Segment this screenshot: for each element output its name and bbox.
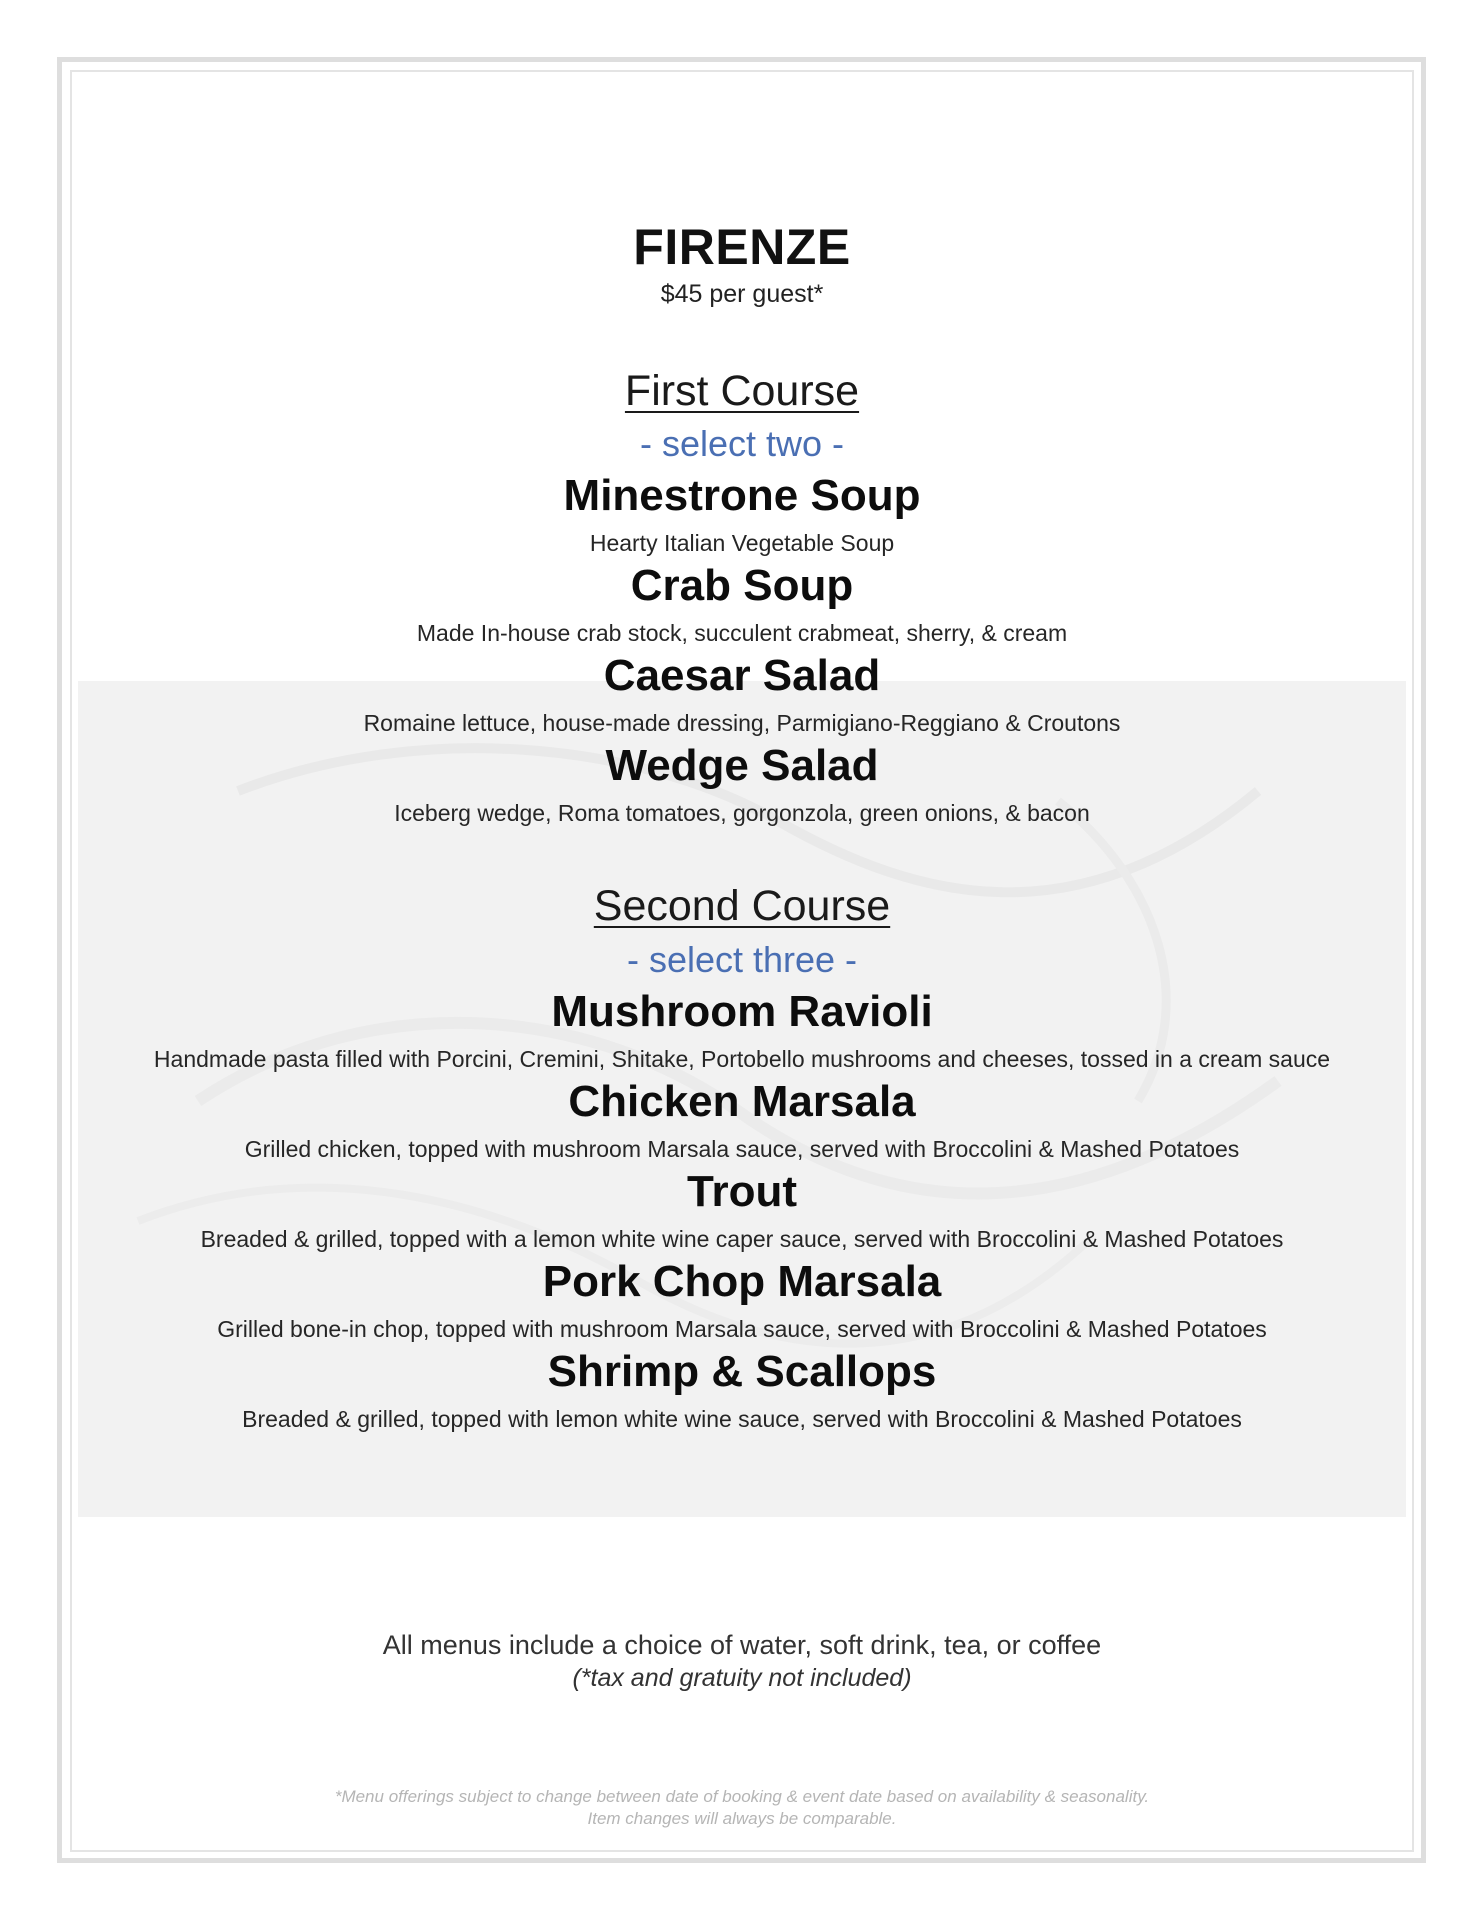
dish-name: Shrimp & Scallops <box>547 1347 937 1396</box>
dish-name: Mushroom Ravioli <box>551 987 933 1036</box>
dish-name: Wedge Salad <box>605 741 879 790</box>
menu-title: FIRENZE <box>633 219 851 275</box>
dish-description: Breaded & grilled, topped with lemon white wine sauce, served with Broccolini & Mashed Potatoes <box>242 1406 1242 1432</box>
fine-print-line: *Menu offerings subject to change between date of booking & event date based on availability & seasonality. <box>334 1787 1150 1806</box>
dish-description: Iceberg wedge, Roma tomatoes, gorgonzola, green onions, & bacon <box>394 800 1090 826</box>
first-course-select-note: - select two - <box>639 423 845 464</box>
dish-name: Crab Soup <box>630 561 854 610</box>
tax-note: (*tax and gratuity not included) <box>572 1664 912 1692</box>
dish-description: Romaine lettuce, house-made dressing, Parmigiano-Reggiano & Croutons <box>363 710 1121 736</box>
dish-description: Made In-house crab stock, succulent crabmeat, sherry, & cream <box>416 620 1068 646</box>
second-course-select-note: - select three - <box>626 939 858 980</box>
dish-name: Trout <box>687 1167 797 1216</box>
dish-description: Handmade pasta filled with Porcini, Cremini, Shitake, Portobello mushrooms and cheeses, tossed in a cream sauce <box>153 1046 1331 1072</box>
second-course-heading-text: Second Course <box>593 882 891 930</box>
dish-name: Chicken Marsala <box>568 1077 916 1126</box>
dish-name: Caesar Salad <box>603 651 881 700</box>
dish-description: Grilled bone-in chop, topped with mushroom Marsala sauce, served with Broccolini & Mashed Potatoes <box>217 1316 1267 1342</box>
dish-description: Hearty Italian Vegetable Soup <box>589 530 895 556</box>
dish-name: Pork Chop Marsala <box>542 1257 942 1306</box>
beverage-note: All menus include a choice of water, soft drink, tea, or coffee <box>382 1630 1102 1660</box>
dish-name: Minestrone Soup <box>563 471 921 520</box>
menu-price: $45 per guest* <box>660 280 824 308</box>
dish-description: Breaded & grilled, topped with a lemon white wine caper sauce, served with Broccolini & Mashed Potatoes <box>200 1226 1284 1252</box>
second-course-heading <box>78 880 1406 932</box>
dish-description: Grilled chicken, topped with mushroom Marsala sauce, served with Broccolini & Mashed Potatoes <box>244 1136 1240 1162</box>
first-course-heading-text: First Course <box>624 367 860 415</box>
fine-print-line: Item changes will always be comparable. <box>587 1809 897 1828</box>
first-course-heading <box>78 365 1406 417</box>
